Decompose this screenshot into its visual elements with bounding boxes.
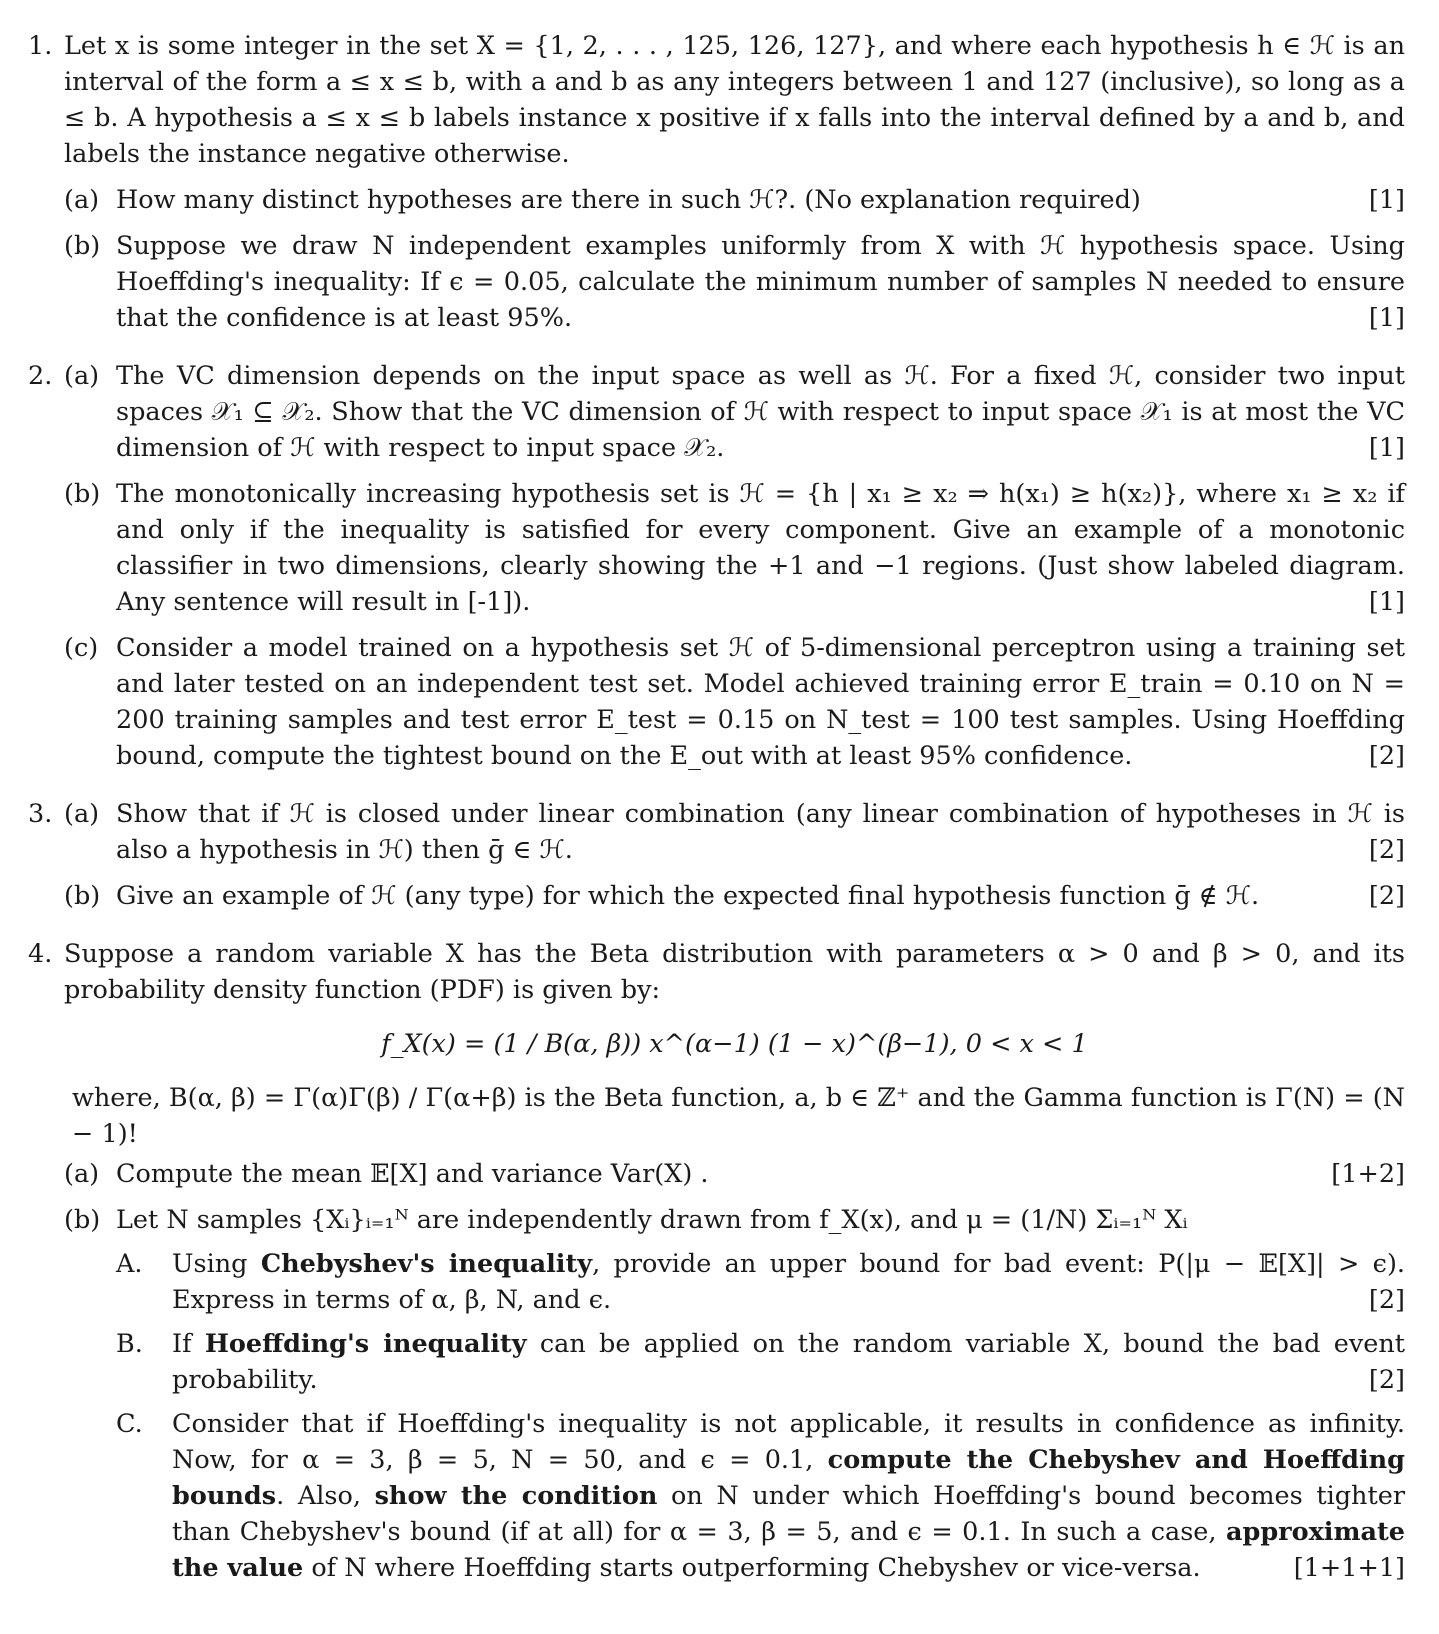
question-part <box>64 228 1405 336</box>
question-part <box>64 358 1405 466</box>
question-part <box>64 1202 1405 1238</box>
question-part <box>64 630 1405 774</box>
question-2 <box>28 358 1405 774</box>
marks: [2] <box>1368 881 1405 911</box>
beta-function-note: where, B(α, β) = Γ(α)Γ(β) / Γ(α+β) is the Beta function, a, b ∈ ℤ⁺ and the Gamma function is Γ(N) = (N − 1)! <box>72 1083 1405 1149</box>
question-part <box>64 476 1405 620</box>
part-label: (a) <box>64 361 100 391</box>
emphasis: Chebyshev's inequality <box>260 1249 593 1279</box>
question-number: 4. <box>28 939 53 969</box>
part-text: Show that if ℋ is closed under linear combination (any linear combination of hypotheses in ℋ is also a hypothesis in ℋ) then ḡ ∈ ℋ. <box>116 799 1405 865</box>
sub-part-text: Using <box>172 1249 261 1279</box>
part-text: Let N samples {Xᵢ}ᵢ₌₁ᴺ are independently drawn from f_X(x), and μ = (1/N) Σᵢ₌₁ᴺ Xᵢ <box>116 1205 1188 1235</box>
question-number: 3. <box>28 799 53 829</box>
part-label: (a) <box>64 1159 100 1189</box>
part-label: (a) <box>64 799 100 829</box>
question-number: 1. <box>28 31 53 61</box>
part-text: How many distinct hypotheses are there in such ℋ?. (No explanation required) <box>116 185 1141 215</box>
marks: [1] <box>1368 433 1405 463</box>
sub-part-text: on N under which Hoeffding's bound becomes tighter than Chebyshev's bound (if at all) for α = 3, β = 5, and ϵ = 0.1. In such a case, <box>172 1481 1406 1547</box>
marks: [1+1+1] <box>1293 1553 1405 1583</box>
part-text: Give an example of ℋ (any type) for which the expected final hypothesis function ḡ ∉ ℋ. <box>116 881 1260 911</box>
sub-part-label: C. <box>116 1409 143 1439</box>
emphasis: Hoeffding's inequality <box>204 1329 527 1359</box>
sub-part-label: B. <box>116 1329 143 1359</box>
emphasis: compute the Chebyshev and Hoeffding bounds <box>172 1445 1406 1511</box>
part-text: Suppose we draw N independent examples uniformly from X with ℋ hypothesis space. Using Hoeffding's inequality: If ϵ = 0.05, calculate the minimum number of samples N needed to ensure that the confidence is at least 95%. <box>116 231 1405 333</box>
part-label: (b) <box>64 231 101 261</box>
part-text: Compute the mean 𝔼[X] and variance Var(X) . <box>116 1159 709 1189</box>
question-part <box>64 182 1405 218</box>
sub-part-B <box>64 1326 1405 1398</box>
sub-part-text: Consider that if Hoeffding's inequality is not applicable, it results in confidence as infinity. Now, for α = 3, β = 5, N = 50, and ϵ = 0.1, <box>172 1409 1405 1475</box>
marks: [2] <box>1368 835 1405 865</box>
question-1 <box>28 28 1405 336</box>
question-part <box>64 796 1405 868</box>
marks: [1+2] <box>1331 1159 1405 1189</box>
question-part <box>64 878 1405 914</box>
sub-part-text: If <box>172 1329 205 1359</box>
marks: [2] <box>1368 1365 1405 1395</box>
part-text: The VC dimension depends on the input space as well as ℋ. For a fixed ℋ, consider two input spaces 𝒳₁ ⊆ 𝒳₂. Show that the VC dimension of ℋ with respect to input space 𝒳₁ is at most the VC dimension of ℋ with respect to input space 𝒳₂. <box>116 361 1405 463</box>
emphasis: approximate the value <box>172 1517 1405 1583</box>
part-label: (a) <box>64 185 100 215</box>
emphasis: show the condition <box>374 1481 658 1511</box>
sub-part-text: , provide an upper bound for bad event: P(|μ − 𝔼[X]| > ϵ). Express in terms of α, β, N, and ϵ. <box>172 1249 1405 1315</box>
part-label: (b) <box>64 1205 101 1235</box>
sub-part-text: can be applied on the random variable X, bound the bad event probability. <box>172 1329 1406 1395</box>
marks: [1] <box>1368 587 1405 617</box>
marks: [2] <box>1368 1285 1405 1315</box>
question-4 <box>28 936 1405 1586</box>
sub-part-C <box>64 1406 1405 1586</box>
question-intro: Let x is some integer in the set X = {1, 2, . . . , 125, 126, 127}, and where each hypothesis h ∈ ℋ is an interval of the form a ≤ x ≤ b, with a and b as any integers between 1 and 127 (inclusive), so long as a ≤ b. A hypothesis a ≤ x ≤ b labels instance x positive if x falls into the interval defined by a and b, and labels the instance negative otherwise. <box>64 31 1405 169</box>
part-text: Consider a model trained on a hypothesis set ℋ of 5-dimensional perceptron using a training set and later tested on an independent test set. Model achieved training error E_train = 0.10 on N = 200 training samples and test error E_test = 0.15 on N_test = 100 test samples. Using Hoeffding bound, compute the tightest bound on the E_out with at least 95% confidence. <box>116 633 1405 771</box>
sub-part-text: . Also, <box>276 1481 375 1511</box>
part-label: (b) <box>64 479 101 509</box>
marks: [1] <box>1368 303 1405 333</box>
sub-part-A <box>64 1246 1405 1318</box>
sub-part-label: A. <box>116 1249 143 1279</box>
question-intro: Suppose a random variable X has the Beta distribution with parameters α > 0 and β > 0, and its probability density function (PDF) is given by: <box>64 939 1405 1005</box>
part-label: (b) <box>64 881 101 911</box>
question-part <box>64 1156 1405 1192</box>
part-label: (c) <box>64 633 99 663</box>
question-number: 2. <box>28 361 53 391</box>
question-3 <box>28 796 1405 914</box>
marks: [2] <box>1368 741 1405 771</box>
part-text: The monotonically increasing hypothesis set is ℋ = {h | x₁ ≥ x₂ ⇒ h(x₁) ≥ h(x₂)}, where x₁ ≥ x₂ if and only if the inequality is satisfied for every component. Give an example of a monotonic classifier in two dimensions, clearly showing the +1 and −1 regions. (Just show labeled diagram. Any sentence will result in [-1]). <box>116 479 1405 617</box>
marks: [1] <box>1368 185 1405 215</box>
beta-pdf-formula: f_X(x) = (1 / B(α, β)) x^(α−1) (1 − x)^(β−1), 0 < x < 1 <box>381 1029 1088 1059</box>
sub-part-text: of N where Hoeffding starts outperforming Chebyshev or vice-versa. <box>303 1553 1201 1583</box>
